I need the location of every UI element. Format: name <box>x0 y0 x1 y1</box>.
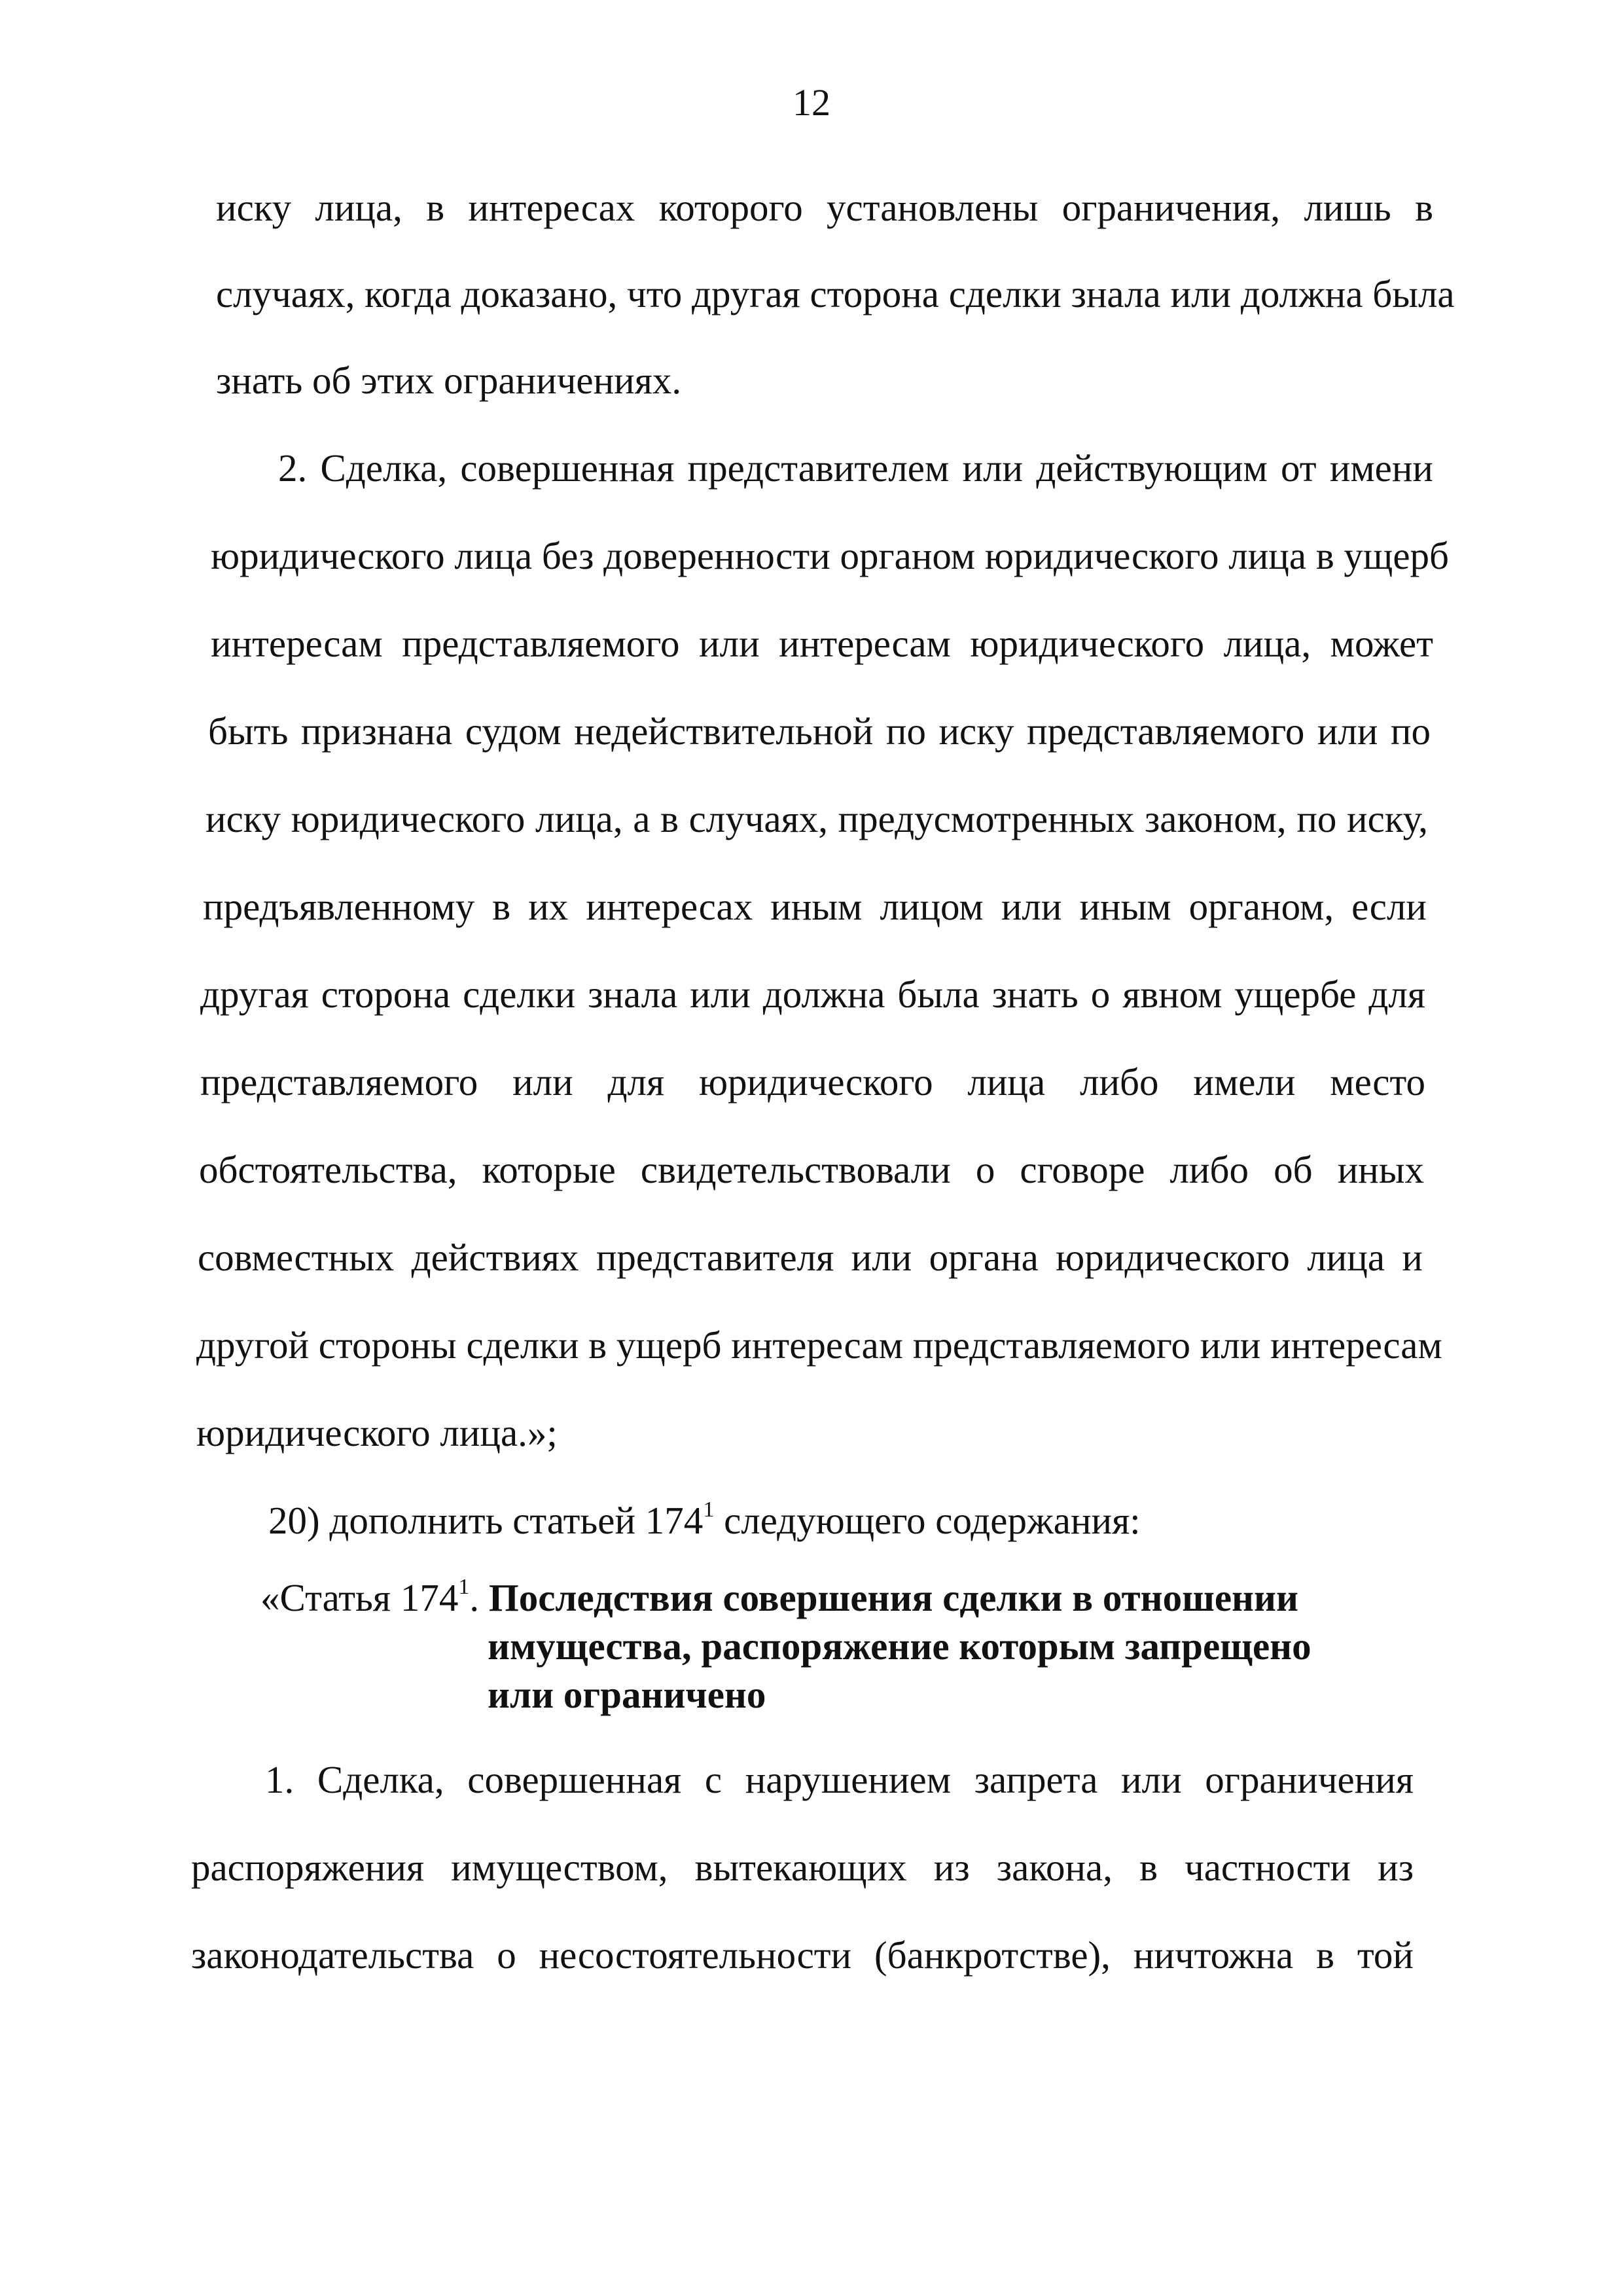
text-line: интересам представляемого или интересам юридического лица, может <box>211 622 1433 665</box>
superscript: 1 <box>703 1498 715 1522</box>
superscript: 1 <box>458 1575 470 1599</box>
article-heading-line-1 <box>260 1575 1299 1619</box>
text-line: знать об этих ограничениях. <box>216 359 682 402</box>
text-line: предъявленному в их интересах иным лицом или иным органом, если <box>203 885 1427 928</box>
article-label: «Статья 174 <box>260 1576 459 1619</box>
text-line: юридического лица.»; <box>196 1411 558 1454</box>
page-number: 12 <box>793 81 830 124</box>
article-title: Последствия совершения сделки в отношении <box>488 1576 1299 1619</box>
text-line: обстоятельства, которые свидетельствовали о сговоре либо об иных <box>199 1148 1424 1191</box>
text-line: 1. Сделка, совершенная с нарушением запрета или ограничения <box>265 1758 1414 1801</box>
text-line: юридического лица без доверенности органом юридического лица в ущерб <box>211 534 1450 577</box>
amendment-instruction <box>268 1498 1141 1542</box>
instruction-text-suffix: следующего содержания: <box>714 1499 1141 1542</box>
text-line: иску лица, в интересах которого установлены ограничения, лишь в <box>216 186 1433 229</box>
article-heading-line-2 <box>488 1624 1311 1668</box>
text-line: законодательства о несостоятельности (банкротстве), ничтожна в той <box>191 1933 1414 1977</box>
text-line: иску юридического лица, а в случаях, предусмотренных законом, по иску, <box>205 797 1428 840</box>
text-line: представляемого или для юридического лица либо имели место <box>200 1060 1425 1103</box>
text-line: совместных действиях представителя или органа юридического лица и <box>198 1236 1423 1279</box>
text-line: быть признана судом недействительной по иску представляемого или по <box>208 709 1431 753</box>
article-heading-line-3 <box>488 1673 766 1716</box>
text-line: случаях, когда доказано, что другая сторона сделки знала или должна была <box>216 272 1455 315</box>
instruction-text: 20) дополнить статьей 174 <box>268 1499 704 1542</box>
text-line: 2. Сделка, совершенная представителем или действующим от имени <box>278 446 1433 490</box>
article-title: или ограничено <box>488 1673 766 1716</box>
text-line: распоряжения имуществом, вытекающих из закона, в частности из <box>191 1846 1414 1889</box>
article-dot: . <box>469 1576 489 1619</box>
article-title: имущества, распоряжение которым запрещено <box>488 1624 1311 1668</box>
text-line: другой стороны сделки в ущерб интересам представляемого или интересам <box>196 1323 1442 1367</box>
text-line: другая сторона сделки знала или должна была знать о явном ущербе для <box>200 973 1425 1016</box>
